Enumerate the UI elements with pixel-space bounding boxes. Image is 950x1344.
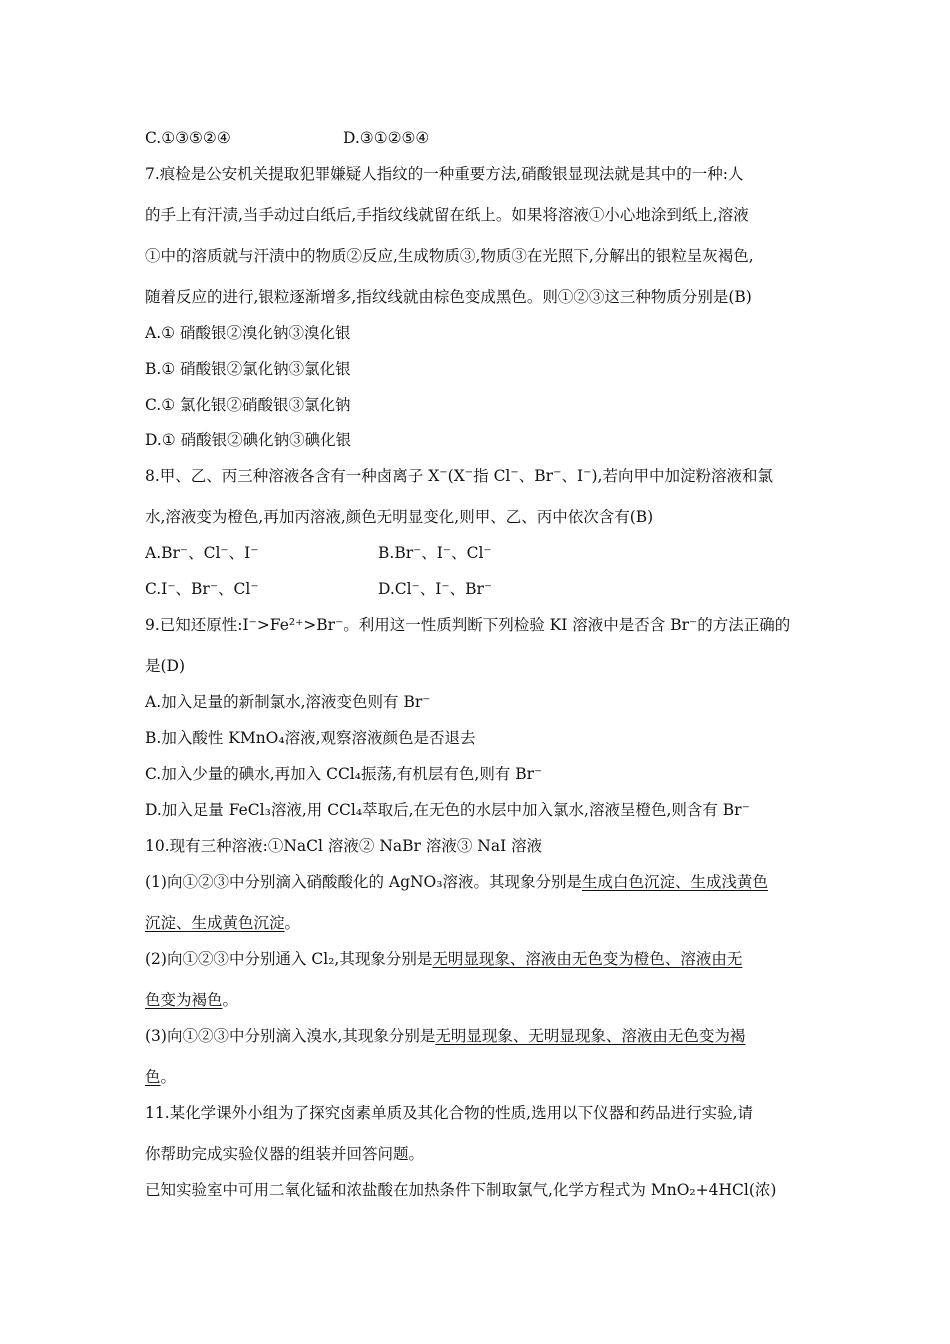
q10-part-2-answer: 无明显现象、溶液由无色变为橙色、溶液由无 <box>432 950 743 968</box>
q10-part-1-line-2: 沉淀、生成黄色沉淀。 <box>145 914 301 932</box>
q10-part-3-answer: 无明显现象、无明显现象、溶液由无色变为褐 <box>435 1027 746 1045</box>
q10-part-1-answer: 生成白色沉淀、生成浅黄色 <box>581 873 768 891</box>
q7-stem-line-3: ①中的溶质就与汗渍中的物质②反应,生成物质③,物质③在光照下,分解出的银粒呈灰褐色, <box>145 247 754 265</box>
q10-part-1-line-1: (1)向①②③中分别滴入硝酸酸化的 AgNO₃溶液。其现象分别是生成白色沉淀、生成浅黄色 <box>145 873 768 891</box>
q10-part-2-answer-cont: 色变为褐色 <box>145 991 223 1009</box>
q8-option-a: A.Br⁻、Cl⁻、I⁻ <box>145 544 259 562</box>
q7-option-a: A.① 硝酸银②溴化钠③溴化银 <box>145 324 351 342</box>
q10-part-1-answer-cont: 沉淀、生成黄色沉淀 <box>145 914 285 932</box>
q9-stem-line-2: 是(D) <box>145 657 186 675</box>
q7-option-d: D.① 硝酸银②碘化钠③碘化银 <box>145 431 352 449</box>
q9-option-a: A.加入足量的新制氯水,溶液变色则有 Br⁻ <box>145 693 431 711</box>
q6-option-d: D.③①②⑤④ <box>343 129 430 147</box>
q10-stem: 10.现有三种溶液:①NaCl 溶液② NaBr 溶液③ NaI 溶液 <box>145 837 543 855</box>
q7-option-c: C.① 氯化银②硝酸银③氯化钠 <box>145 396 351 414</box>
q7-stem-line-4: 随着反应的进行,银粒逐渐增多,指纹线就由棕色变成黑色。则①②③这三种物质分别是(B) <box>145 288 752 306</box>
q10-part-3-answer-cont: 色 <box>145 1068 161 1086</box>
q10-part-2-line-2: 色变为褐色。 <box>145 991 239 1009</box>
q6-option-c: C.①③⑤②④ <box>145 129 231 147</box>
q7-option-b: B.① 硝酸银②氯化钠③氯化银 <box>145 360 351 378</box>
q8-option-b: B.Br⁻、I⁻、Cl⁻ <box>378 544 492 562</box>
q10-part-2-line-1: (2)向①②③中分别通入 Cl₂,其现象分别是无明显现象、溶液由无色变为橙色、溶液由无 <box>145 950 743 968</box>
q10-part-3-line-2: 色。 <box>145 1068 177 1086</box>
q11-stem-line-2: 你帮助完成实验仪器的组装并回答问题。 <box>145 1145 425 1163</box>
q9-stem-line-1: 9.已知还原性:I⁻>Fe²⁺>Br⁻。利用这一性质判断下列检验 KI 溶液中是否含 Br⁻的方法正确的 <box>145 616 791 634</box>
q7-stem-line-2: 的手上有汗渍,当手动过白纸后,手指纹线就留在纸上。如果将溶液①小心地涂到纸上,溶液 <box>145 206 749 224</box>
q9-option-c: C.加入少量的碘水,再加入 CCl₄振荡,有机层有色,则有 Br⁻ <box>145 765 543 783</box>
q8-option-c: C.I⁻、Br⁻、Cl⁻ <box>145 580 259 598</box>
q8-stem-line-1: 8.甲、乙、丙三种溶液各含有一种卤离子 X−(X−指 Cl−、Br−、I−),若向甲中加淀粉溶液和氯 <box>145 466 773 485</box>
q11-stem-line-3: 已知实验室中可用二氧化锰和浓盐酸在加热条件下制取氯气,化学方程式为 MnO₂+4HCl(浓) <box>145 1181 777 1199</box>
q9-option-d: D.加入足量 FeCl₃溶液,用 CCl₄萃取后,在无色的水层中加入氯水,溶液呈橙色,则含有 Br⁻ <box>145 801 750 819</box>
q10-part-3-line-1: (3)向①②③中分别滴入溴水,其现象分别是无明显现象、无明显现象、溶液由无色变为褐 <box>145 1027 746 1045</box>
q9-option-b: B.加入酸性 KMnO₄溶液,观察溶液颜色是否退去 <box>145 729 476 747</box>
q8-stem-line-2: 水,溶液变为橙色,再加丙溶液,颜色无明显变化,则甲、乙、丙中依次含有(B) <box>145 508 654 526</box>
q11-stem-line-1: 11.某化学课外小组为了探究卤素单质及其化合物的性质,选用以下仪器和药品进行实验,请 <box>145 1104 754 1122</box>
q8-option-d: D.Cl⁻、I⁻、Br⁻ <box>378 580 493 598</box>
q7-stem-line-1: 7.痕检是公安机关提取犯罪嫌疑人指纹的一种重要方法,硝酸银显现法就是其中的一种:人 <box>145 165 744 183</box>
